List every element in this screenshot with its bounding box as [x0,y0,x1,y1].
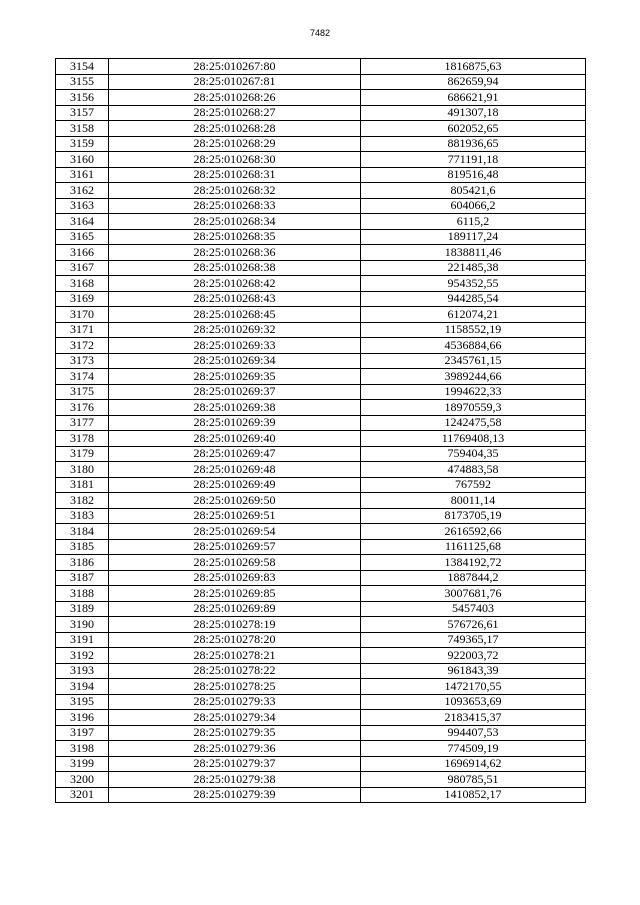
table-row [56,648,586,664]
value-cell: 1158552,19 [361,322,586,338]
value-cell: 6115,2 [361,214,586,230]
row-number-cell: 3189 [56,601,109,617]
row-number-cell: 3184 [56,524,109,540]
table-row [56,183,586,199]
cadastral-number-cell: 28:25:010268:29 [109,136,361,152]
value-cell: 1994622,33 [361,384,586,400]
cadastral-number-cell: 28:25:010269:54 [109,524,361,540]
cadastral-number-cell: 28:25:010278:20 [109,632,361,648]
cadastral-number-cell: 28:25:010269:47 [109,446,361,462]
value-cell: 612074,21 [361,307,586,323]
value-cell: 2183415,37 [361,710,586,726]
row-number-cell: 3160 [56,152,109,168]
row-number-cell: 3169 [56,291,109,307]
value-cell: 980785,51 [361,772,586,788]
row-number-cell: 3157 [56,105,109,121]
table-row [56,59,586,75]
value-cell: 954352,55 [361,276,586,292]
value-cell: 749365,17 [361,632,586,648]
table-row [56,555,586,571]
cadastral-number-cell: 28:25:010269:37 [109,384,361,400]
row-number-cell: 3183 [56,508,109,524]
table-row [56,524,586,540]
table-row [56,198,586,214]
row-number-cell: 3192 [56,648,109,664]
table-row [56,787,586,803]
row-number-cell: 3186 [56,555,109,571]
table-row [56,493,586,509]
cadastral-number-cell: 28:25:010279:39 [109,787,361,803]
table-row [56,772,586,788]
row-number-cell: 3161 [56,167,109,183]
cadastral-number-cell: 28:25:010268:31 [109,167,361,183]
table-row [56,322,586,338]
table-row [56,415,586,431]
value-cell: 961843,39 [361,663,586,679]
cadastral-number-cell: 28:25:010268:45 [109,307,361,323]
cadastral-number-cell: 28:25:010278:25 [109,679,361,695]
value-cell: 474883,58 [361,462,586,478]
value-cell: 1816875,63 [361,59,586,75]
cadastral-number-cell: 28:25:010269:38 [109,400,361,416]
cadastral-number-cell: 28:25:010269:49 [109,477,361,493]
cadastral-number-cell: 28:25:010269:34 [109,353,361,369]
cadastral-number-cell: 28:25:010268:35 [109,229,361,245]
row-number-cell: 3159 [56,136,109,152]
row-number-cell: 3197 [56,725,109,741]
table-row [56,679,586,695]
table-row [56,260,586,276]
cadastral-number-cell: 28:25:010279:38 [109,772,361,788]
row-number-cell: 3193 [56,663,109,679]
cadastral-number-cell: 28:25:010267:81 [109,74,361,90]
table-row [56,725,586,741]
row-number-cell: 3155 [56,74,109,90]
value-cell: 774509,19 [361,741,586,757]
table-row [56,400,586,416]
table-row [56,601,586,617]
cadastral-number-cell: 28:25:010269:50 [109,493,361,509]
row-number-cell: 3185 [56,539,109,555]
value-cell: 881936,65 [361,136,586,152]
cadastral-number-cell: 28:25:010269:32 [109,322,361,338]
table-row [56,508,586,524]
value-cell: 576726,61 [361,617,586,633]
value-cell: 491307,18 [361,105,586,121]
table-row [56,632,586,648]
row-number-cell: 3199 [56,756,109,772]
table-row [56,136,586,152]
cadastral-number-cell: 28:25:010269:89 [109,601,361,617]
cadastral-number-cell: 28:25:010269:33 [109,338,361,354]
table-row [56,741,586,757]
value-cell: 80011,14 [361,493,586,509]
registry-table [55,58,586,803]
row-number-cell: 3164 [56,214,109,230]
table-row [56,229,586,245]
cadastral-number-cell: 28:25:010268:27 [109,105,361,121]
row-number-cell: 3198 [56,741,109,757]
table-row [56,105,586,121]
table-row [56,121,586,137]
value-cell: 2616592,66 [361,524,586,540]
value-cell: 602052,65 [361,121,586,137]
table-row [56,338,586,354]
row-number-cell: 3187 [56,570,109,586]
value-cell: 604066,2 [361,198,586,214]
value-cell: 3989244,66 [361,369,586,385]
value-cell: 1472170,55 [361,679,586,695]
value-cell: 189117,24 [361,229,586,245]
table-row [56,307,586,323]
value-cell: 944285,54 [361,291,586,307]
table-row [56,384,586,400]
cadastral-number-cell: 28:25:010268:30 [109,152,361,168]
value-cell: 771191,18 [361,152,586,168]
cadastral-number-cell: 28:25:010268:36 [109,245,361,261]
value-cell: 2345761,15 [361,353,586,369]
table-row [56,617,586,633]
value-cell: 1696914,62 [361,756,586,772]
cadastral-number-cell: 28:25:010269:83 [109,570,361,586]
cadastral-number-cell: 28:25:010278:22 [109,663,361,679]
registry-table-body [56,59,586,803]
row-number-cell: 3171 [56,322,109,338]
row-number-cell: 3172 [56,338,109,354]
table-row [56,710,586,726]
cadastral-number-cell: 28:25:010268:38 [109,260,361,276]
value-cell: 1093653,69 [361,694,586,710]
row-number-cell: 3173 [56,353,109,369]
cadastral-number-cell: 28:25:010268:34 [109,214,361,230]
cadastral-number-cell: 28:25:010268:42 [109,276,361,292]
table-row [56,663,586,679]
value-cell: 1410852,17 [361,787,586,803]
table-row [56,462,586,478]
cadastral-number-cell: 28:25:010269:85 [109,586,361,602]
row-number-cell: 3196 [56,710,109,726]
page-number: 7482 [309,28,331,38]
table-row [56,353,586,369]
value-cell: 221485,38 [361,260,586,276]
cadastral-number-cell: 28:25:010278:19 [109,617,361,633]
value-cell: 1161125,68 [361,539,586,555]
row-number-cell: 3177 [56,415,109,431]
value-cell: 1384192,72 [361,555,586,571]
row-number-cell: 3191 [56,632,109,648]
cadastral-number-cell: 28:25:010268:26 [109,90,361,106]
cadastral-number-cell: 28:25:010269:58 [109,555,361,571]
table-row [56,570,586,586]
value-cell: 18970559,3 [361,400,586,416]
row-number-cell: 3182 [56,493,109,509]
row-number-cell: 3167 [56,260,109,276]
row-number-cell: 3163 [56,198,109,214]
cadastral-number-cell: 28:25:010278:21 [109,648,361,664]
table-row [56,694,586,710]
row-number-cell: 3178 [56,431,109,447]
cadastral-number-cell: 28:25:010269:39 [109,415,361,431]
row-number-cell: 3176 [56,400,109,416]
row-number-cell: 3188 [56,586,109,602]
row-number-cell: 3156 [56,90,109,106]
row-number-cell: 3179 [56,446,109,462]
table-row [56,245,586,261]
table-row [56,477,586,493]
table-row [56,446,586,462]
table-row [56,431,586,447]
value-cell: 3007681,76 [361,586,586,602]
row-number-cell: 3170 [56,307,109,323]
table-row [56,291,586,307]
value-cell: 1838811,46 [361,245,586,261]
cadastral-number-cell: 28:25:010269:35 [109,369,361,385]
cadastral-number-cell: 28:25:010268:33 [109,198,361,214]
value-cell: 994407,53 [361,725,586,741]
table-row [56,276,586,292]
value-cell: 11769408,13 [361,431,586,447]
row-number-cell: 3165 [56,229,109,245]
table-row [56,90,586,106]
value-cell: 862659,94 [361,74,586,90]
table-row [56,586,586,602]
cadastral-number-cell: 28:25:010268:28 [109,121,361,137]
value-cell: 4536884,66 [361,338,586,354]
row-number-cell: 3154 [56,59,109,75]
cadastral-number-cell: 28:25:010268:32 [109,183,361,199]
cadastral-number-cell: 28:25:010279:35 [109,725,361,741]
table-row [56,539,586,555]
row-number-cell: 3158 [56,121,109,137]
cadastral-number-cell: 28:25:010279:34 [109,710,361,726]
row-number-cell: 3190 [56,617,109,633]
value-cell: 1242475,58 [361,415,586,431]
value-cell: 767592 [361,477,586,493]
row-number-cell: 3200 [56,772,109,788]
table-row [56,152,586,168]
table-row [56,214,586,230]
row-number-cell: 3174 [56,369,109,385]
value-cell: 8173705,19 [361,508,586,524]
value-cell: 686621,91 [361,90,586,106]
table-row [56,369,586,385]
table-row [56,167,586,183]
row-number-cell: 3181 [56,477,109,493]
table-row [56,756,586,772]
cadastral-number-cell: 28:25:010279:37 [109,756,361,772]
cadastral-number-cell: 28:25:010269:40 [109,431,361,447]
row-number-cell: 3194 [56,679,109,695]
cadastral-number-cell: 28:25:010269:51 [109,508,361,524]
value-cell: 819516,48 [361,167,586,183]
value-cell: 1887844,2 [361,570,586,586]
cadastral-number-cell: 28:25:010269:57 [109,539,361,555]
row-number-cell: 3175 [56,384,109,400]
cadastral-number-cell: 28:25:010267:80 [109,59,361,75]
row-number-cell: 3201 [56,787,109,803]
cadastral-number-cell: 28:25:010279:33 [109,694,361,710]
cadastral-number-cell: 28:25:010269:48 [109,462,361,478]
row-number-cell: 3195 [56,694,109,710]
row-number-cell: 3180 [56,462,109,478]
value-cell: 922003,72 [361,648,586,664]
row-number-cell: 3168 [56,276,109,292]
cadastral-number-cell: 28:25:010279:36 [109,741,361,757]
table-row [56,74,586,90]
row-number-cell: 3166 [56,245,109,261]
value-cell: 805421,6 [361,183,586,199]
row-number-cell: 3162 [56,183,109,199]
value-cell: 5457403 [361,601,586,617]
cadastral-number-cell: 28:25:010268:43 [109,291,361,307]
value-cell: 759404,35 [361,446,586,462]
